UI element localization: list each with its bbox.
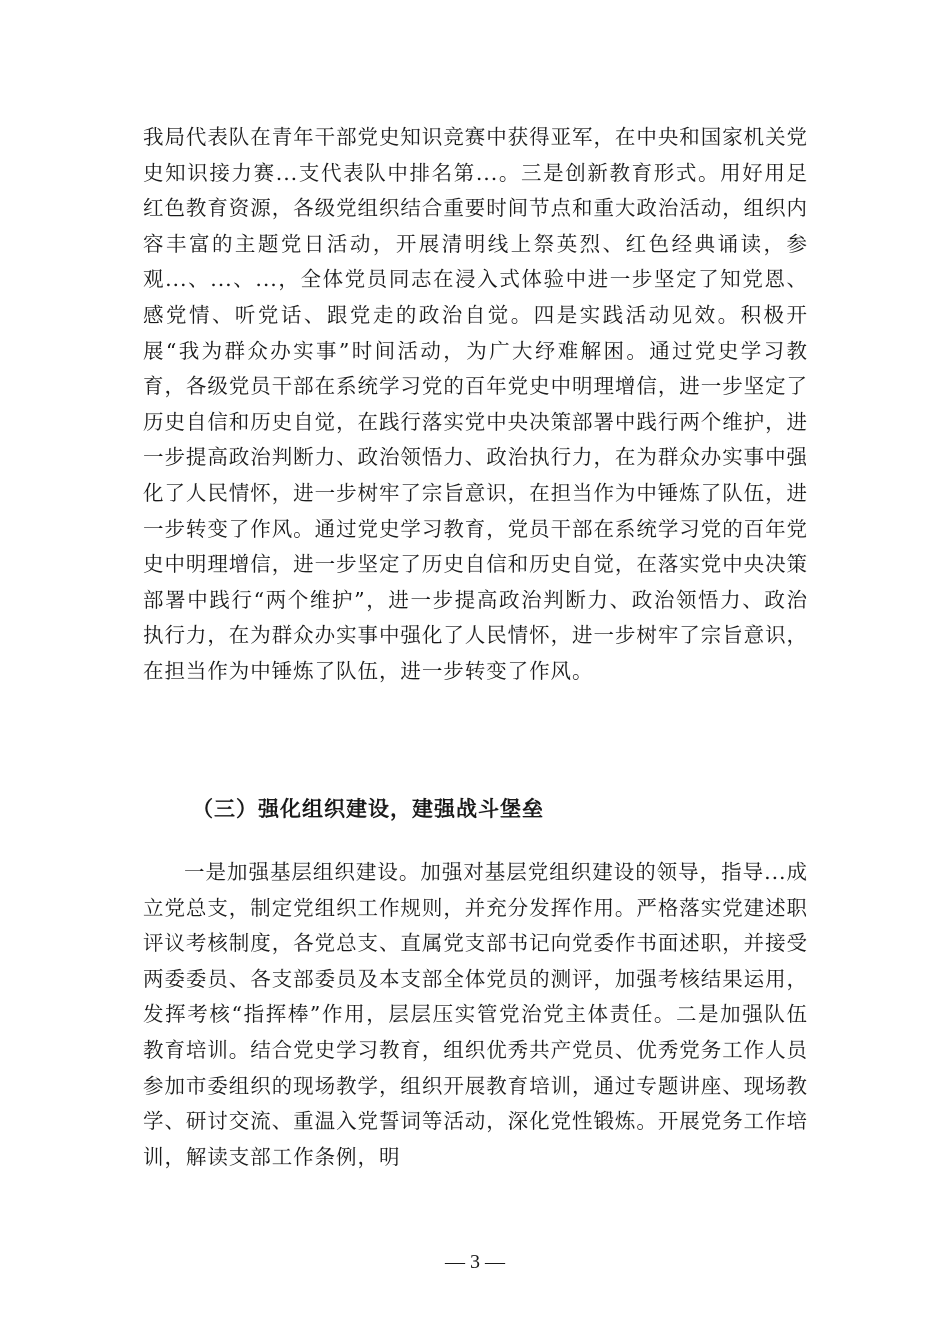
paragraph-2: 一是加强基层组织建设。加强对基层党组织建设的领导，指导...成立党总支，制定党组织工作规则，并充分发挥作用。严格落实党建述职评议考核制度，各党总支、直属党支部书记向党委作书面述职，并接受两委委员、各支部委员及本支部全体党员的测评，加强考核结果运用，发挥考核“指挥棒”作用，层层压实管党治党主体责任。二是加强队伍教育培训。结合党史学习教育，组织优秀共产党员、优秀党务工作人员参加市委组织的现场教学，组织开展教育培训，通过专题讲座、现场教学、研讨交流、重温入党誓词等活动，深化党性锻炼。开展党务工作培训，解读支部工作条例，明 xyxy=(143,860,808,1169)
body-text-block-2 xyxy=(143,855,808,1175)
section-heading: （三）强化组织建设，建强战斗堡垒 xyxy=(192,797,544,821)
page-number: — 3 — xyxy=(445,1251,505,1273)
paragraph-1: 我局代表队在青年干部党史知识竞赛中获得亚军，在中央和国家机关党史知识接力赛...支代表队中排名第...。三是创新教育形式。用好用足红色教育资源，各级党组织结合重要时间节点和重大政治活动，组织内容丰富的主题党日活动，开展清明线上祭英烈、红色经典诵读，参观...、...、...，全体党员同志在浸入式体验中进一步坚定了知党恩、感党情、听党话、跟党走的政治自觉。四是实践活动见效。积极开展“我为群众办实事”时间活动，为广大纾难解困。通过党史学习教育，各级党员干部在系统学习党的百年党史中明理增信，进一步坚定了历史自信和历史自觉，在践行落实党中央决策部署中践行两个维护，进一步提高政治判断力、政治领悟力、政治执行力，在为群众办实事中强化了人民情怀，进一步树牢了宗旨意识，在担当作为中锤炼了队伍，进一步转变了作风。通过党史学习教育，党员干部在系统学习党的百年党史中明理增信，进一步坚定了历史自信和历史自觉，在落实党中央决策部署中践行“两个维护”，进一步提高政治判断力、政治领悟力、政治执行力，在为群众办实事中强化了人民情怀，进一步树牢了宗旨意识，在担当作为中锤炼了队伍，进一步转变了作风。 xyxy=(143,125,808,683)
body-text-block-1 xyxy=(143,120,808,690)
